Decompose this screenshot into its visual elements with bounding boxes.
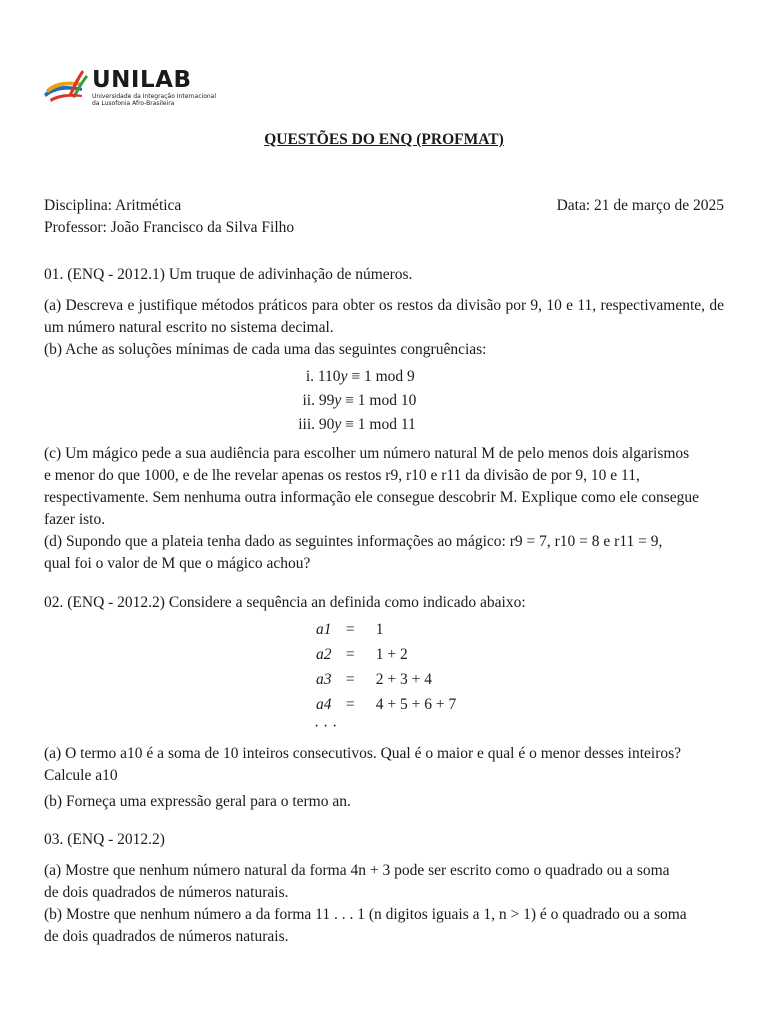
congruence-rhs: ≡ 1 mod 11 <box>345 416 416 433</box>
q2-heading: 02. (ENQ - 2012.2) Considere a sequência an definida como indicado abaixo: <box>44 594 526 611</box>
logo-subtitle-line-1: Universidade da Integração Internacional <box>92 93 217 100</box>
congruence-row <box>299 390 416 412</box>
q1-part-c-line: (c) Um mágico pede a sua audiência para escolher um número natural M de pelo menos dois algarismos <box>44 445 690 462</box>
congruence-coefficient: 99 <box>318 392 335 409</box>
sequence-value: 4 + 5 + 6 + 7 <box>375 696 457 713</box>
unilab-logo <box>42 66 232 108</box>
logo-name: UNILAB <box>92 67 192 93</box>
congruence-row <box>300 366 415 388</box>
q3-part-b-line: (b) Mostre que nenhum número a da forma 11 . . . 1 (n digitos iguais a 1, n > 1) é o quadrado ou a soma <box>44 906 687 923</box>
q3-part-a-line: de dois quadrados de números naturais. <box>44 884 289 901</box>
sequence-row <box>316 619 384 641</box>
sequence-row <box>316 644 408 666</box>
sequence-row <box>316 669 432 691</box>
equals-sign: = <box>345 696 355 713</box>
professor-label: Professor: João Francisco da Silva Filho <box>44 219 295 236</box>
congruence-rhs: ≡ 1 mod 10 <box>345 392 417 409</box>
congruence-coefficient: 90 <box>318 416 335 433</box>
q2-part-a-line: Calcule a10 <box>44 767 118 784</box>
sequence-term: a3 <box>316 671 332 688</box>
logo-swoosh-icon <box>42 66 90 106</box>
congruence-variable: y <box>334 416 342 433</box>
sequence-row <box>316 694 456 716</box>
discipline-label: Disciplina: Aritmética <box>44 197 182 214</box>
q2-part-a-line: (a) O termo a10 é a soma de 10 inteiros consecutivos. Qual é o maior e qual é o menor desses inteiros? <box>44 745 682 762</box>
sequence-ellipsis: · · · <box>314 718 338 735</box>
congruence-coefficient: 110 <box>317 368 341 385</box>
q1-part-d-line: qual foi o valor de M que o mágico achou? <box>44 555 311 572</box>
sequence-value: 1 + 2 <box>375 646 408 663</box>
page-title: QUESTÕES DO ENQ (PROFMAT) <box>264 131 504 148</box>
congruence-variable: y <box>334 392 342 409</box>
sequence-term: a2 <box>316 646 332 663</box>
q1-heading: 01. (ENQ - 2012.1) Um truque de adivinhação de números. <box>44 266 413 283</box>
logo-subtitle-line-2: da Lusofonia Afro-Brasileira <box>92 100 175 107</box>
q1-part-c-line: respectivamente. Sem nenhuma outra informação ele consegue descobrir M. Explique como ele consegue <box>44 489 700 506</box>
equals-sign: = <box>345 671 355 688</box>
q3-heading: 03. (ENQ - 2012.2) <box>44 831 165 848</box>
congruence-label: ii. <box>302 392 315 409</box>
sequence-value: 1 <box>375 621 384 638</box>
q1-part-c-line: fazer isto. <box>44 511 106 528</box>
q1-part-b: (b) Ache as soluções mínimas de cada uma das seguintes congruências: <box>44 341 487 358</box>
sequence-term: a1 <box>316 621 332 638</box>
congruence-row <box>293 414 416 436</box>
q1-part-c-line: e menor do que 1000, e de lhe revelar apenas os restos r9, r10 e r11 da divisão de por 9, 10 e 11, <box>44 467 640 484</box>
date-label: Data: 21 de março de 2025 <box>556 197 724 214</box>
congruence-variable: y <box>340 368 348 385</box>
q3-part-a-line: (a) Mostre que nenhum número natural da forma 4n + 3 pode ser escrito como o quadrado ou a soma <box>44 862 670 879</box>
logo-subtitle <box>92 93 242 107</box>
q2-part-b: (b) Forneça uma expressão geral para o termo an. <box>44 793 351 810</box>
sequence-value: 2 + 3 + 4 <box>375 671 432 688</box>
congruence-label: i. <box>305 368 314 385</box>
sequence-term: a4 <box>316 696 332 713</box>
q3-part-b-line: de dois quadrados de números naturais. <box>44 928 289 945</box>
q1-part-d-line: (d) Supondo que a plateia tenha dado as seguintes informações ao mágico: r9 = 7, r10 = 8 e r11 = 9, <box>44 533 663 550</box>
equals-sign: = <box>345 621 355 638</box>
congruence-rhs: ≡ 1 mod 9 <box>351 368 415 385</box>
q1-part-a: (a) Descreva e justifique métodos práticos para obter os restos da divisão por 9, 10 e 11, respectivamente, de um número natural escrito no sistema decimal. <box>44 297 724 336</box>
congruence-label: iii. <box>298 416 315 433</box>
equals-sign: = <box>345 646 355 663</box>
